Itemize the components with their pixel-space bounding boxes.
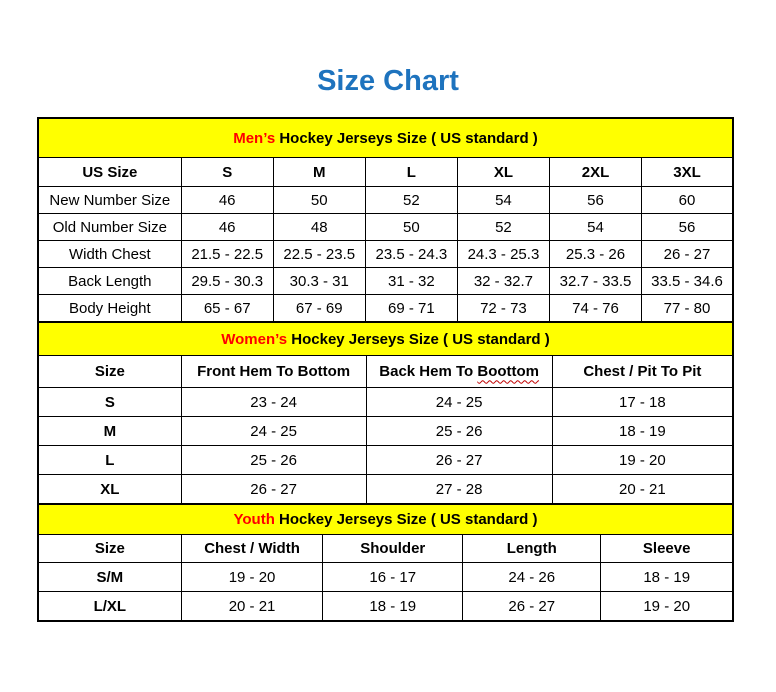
row-label: Old Number Size — [38, 214, 181, 241]
youth-col-size: Size — [38, 535, 181, 563]
womens-col-chest: Chest / Pit To Pit — [552, 356, 733, 388]
size-value-cell: 26 - 27 — [463, 592, 601, 621]
size-value-cell: 52 — [457, 214, 549, 241]
size-value-cell: 25.3 - 26 — [549, 241, 641, 268]
youth-col-shoulder: Shoulder — [323, 535, 463, 563]
size-value-cell: 24 - 26 — [463, 563, 601, 592]
womens-col-size: Size — [38, 356, 181, 388]
mens-col-l: L — [365, 158, 457, 187]
size-value-cell: 26 - 27 — [366, 446, 552, 475]
size-value-cell: 18 - 19 — [552, 417, 733, 446]
youth-accent-label: Youth — [233, 511, 275, 529]
row-label: Body Height — [38, 295, 181, 322]
table-row — [38, 241, 733, 268]
size-value-cell: 23.5 - 24.3 — [365, 241, 457, 268]
size-value-cell: 21.5 - 22.5 — [181, 241, 273, 268]
size-value-cell: 31 - 32 — [365, 268, 457, 295]
size-value-cell: 46 — [181, 214, 273, 241]
row-label: XL — [38, 475, 181, 504]
row-label: M — [38, 417, 181, 446]
size-chart-tables — [37, 117, 734, 622]
row-label: Width Chest — [38, 241, 181, 268]
youth-section-title — [38, 504, 733, 535]
womens-header-row — [38, 356, 733, 388]
table-row — [38, 446, 733, 475]
mens-size-table — [37, 117, 734, 323]
womens-size-table — [37, 321, 734, 505]
womens-section-title — [38, 322, 733, 356]
row-label: New Number Size — [38, 187, 181, 214]
mens-col-us-size: US Size — [38, 158, 181, 187]
size-value-cell: 23 - 24 — [181, 388, 366, 417]
size-value-cell: 50 — [365, 214, 457, 241]
table-row — [38, 388, 733, 417]
mens-section-title-row — [38, 118, 733, 158]
table-row — [38, 563, 733, 592]
mens-col-m: M — [273, 158, 365, 187]
youth-col-length: Length — [463, 535, 601, 563]
back-hem-misspelled-word: Boottom — [477, 363, 540, 381]
size-value-cell: 29.5 - 30.3 — [181, 268, 273, 295]
womens-section-title-row — [38, 322, 733, 356]
mens-col-2xl: 2XL — [549, 158, 641, 187]
size-value-cell: 19 - 20 — [601, 592, 733, 621]
mens-accent-label: Men’s — [233, 129, 276, 147]
row-label: L — [38, 446, 181, 475]
size-value-cell: 56 — [642, 214, 733, 241]
size-value-cell: 77 - 80 — [642, 295, 733, 322]
size-value-cell: 19 - 20 — [181, 563, 323, 592]
size-value-cell: 27 - 28 — [366, 475, 552, 504]
size-value-cell: 24.3 - 25.3 — [457, 241, 549, 268]
size-value-cell: 74 - 76 — [549, 295, 641, 322]
table-row — [38, 187, 733, 214]
size-value-cell: 19 - 20 — [552, 446, 733, 475]
row-label: L/XL — [38, 592, 181, 621]
size-value-cell: 26 - 27 — [181, 475, 366, 504]
size-value-cell: 25 - 26 — [366, 417, 552, 446]
size-value-cell: 20 - 21 — [552, 475, 733, 504]
size-value-cell: 54 — [549, 214, 641, 241]
youth-header-row — [38, 535, 733, 563]
size-value-cell: 26 - 27 — [642, 241, 733, 268]
size-value-cell: 24 - 25 — [181, 417, 366, 446]
mens-section-title — [38, 118, 733, 158]
size-value-cell: 48 — [273, 214, 365, 241]
size-value-cell: 56 — [549, 187, 641, 214]
size-value-cell: 32 - 32.7 — [457, 268, 549, 295]
youth-section-title-row — [38, 504, 733, 535]
table-row — [38, 417, 733, 446]
size-value-cell: 69 - 71 — [365, 295, 457, 322]
size-value-cell: 17 - 18 — [552, 388, 733, 417]
size-value-cell: 65 - 67 — [181, 295, 273, 322]
youth-col-chest-width: Chest / Width — [181, 535, 323, 563]
size-value-cell: 18 - 19 — [601, 563, 733, 592]
size-value-cell: 52 — [365, 187, 457, 214]
size-value-cell: 24 - 25 — [366, 388, 552, 417]
size-value-cell: 20 - 21 — [181, 592, 323, 621]
size-value-cell: 60 — [642, 187, 733, 214]
table-row — [38, 592, 733, 621]
womens-title-text: Hockey Jerseys Size ( US standard ) — [287, 330, 550, 348]
size-value-cell: 54 — [457, 187, 549, 214]
table-row — [38, 214, 733, 241]
youth-col-sleeve: Sleeve — [601, 535, 733, 563]
row-label: Back Length — [38, 268, 181, 295]
youth-size-table — [37, 503, 734, 622]
womens-col-back-hem — [366, 356, 552, 388]
table-row — [38, 475, 733, 504]
size-value-cell: 72 - 73 — [457, 295, 549, 322]
size-value-cell: 25 - 26 — [181, 446, 366, 475]
mens-col-xl: XL — [457, 158, 549, 187]
youth-title-text: Hockey Jerseys Size ( US standard ) — [274, 511, 538, 529]
size-value-cell: 33.5 - 34.6 — [642, 268, 733, 295]
table-row — [38, 268, 733, 295]
womens-accent-label: Women’s — [221, 330, 288, 348]
size-value-cell: 30.3 - 31 — [273, 268, 365, 295]
back-hem-prefix: Back Hem To — [379, 363, 478, 381]
size-value-cell: 22.5 - 23.5 — [273, 241, 365, 268]
size-value-cell: 67 - 69 — [273, 295, 365, 322]
page-title: Size Chart — [317, 65, 459, 97]
row-label: S — [38, 388, 181, 417]
mens-col-s: S — [181, 158, 273, 187]
mens-header-row — [38, 158, 733, 187]
table-row — [38, 295, 733, 322]
size-value-cell: 46 — [181, 187, 273, 214]
row-label: S/M — [38, 563, 181, 592]
size-value-cell: 32.7 - 33.5 — [549, 268, 641, 295]
size-value-cell: 16 - 17 — [323, 563, 463, 592]
size-value-cell: 50 — [273, 187, 365, 214]
mens-col-3xl: 3XL — [642, 158, 733, 187]
size-value-cell: 18 - 19 — [323, 592, 463, 621]
womens-col-front-hem: Front Hem To Bottom — [181, 356, 366, 388]
mens-title-text: Hockey Jerseys Size ( US standard ) — [275, 129, 538, 147]
